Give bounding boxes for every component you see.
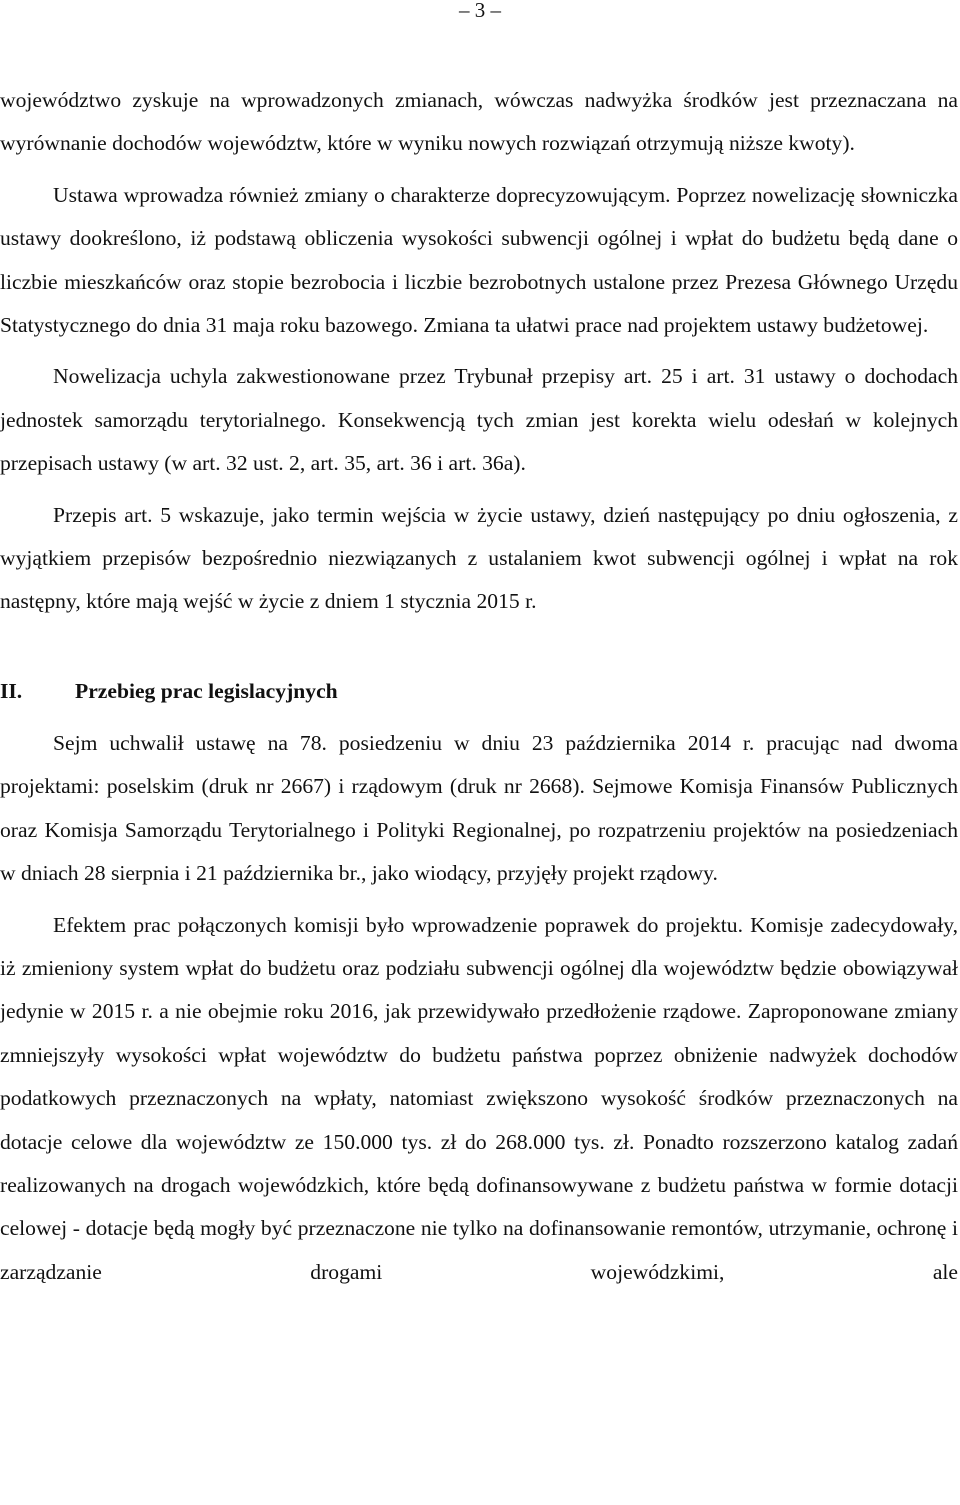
section-number: II. [0, 678, 23, 703]
paragraph-entry-into-force: Przepis art. 5 wskazuje, jako termin wejścia w życie ustawy, dzień następujący po dniu ogłoszenia, z wyjątkiem przepisów bezpośrednio niezwiązanych z ustalaniem kwot subwencji ogólnej i wpłat na rok następny, które mają wejść w życie z dniem 1 stycznia 2015 r. [0, 502, 958, 614]
paragraph-committee-amendments: Efektem prac połączonych komisji było wprowadzenie poprawek do projektu. Komisje zadecydowały, iż zmieniony system wpłat do budżetu oraz podziału subwencji ogólnej dla województw będzie obowiązywał jedynie w 2015 r. a nie obejmie roku 2016, jak przewidywało przedłożenie rządowe. Zaproponowane zmiany zmniejszyły wysokości wpłat województw do budżetu państwa poprzez obniżenie nadwyżek dochodów podatkowych przeznaczonych na wpłaty, natomiast zwiększono wysokość środków przeznaczonych na dotacje celowe dla województw ze 150.000 tys. zł do 268.000 tys. zł. Ponadto rozszerzono katalog zadań realizowanych na drogach wojewódzkich, które będą dofinansowywane z budżetu państwa w formie dotacji celowej - dotacje będą mogły być przeznaczone nie tylko na dofinansowanie remontów, utrzymanie, ochronę i zarządzanie drogami wojewódzkimi, ale [0, 912, 958, 1284]
document-body [0, 79, 958, 1294]
paragraph-continuation: województwo zyskuje na wprowadzonych zmianach, wówczas nadwyżka środków jest przeznaczana na wyrównanie dochodów województw, które w wyniku nowych rozwiązań otrzymują niższe kwoty). [0, 88, 958, 156]
paragraph-clarifying-changes: Ustawa wprowadza również zmiany o charakterze doprecyzowującym. Poprzez nowelizację słowniczka ustawy dookreślono, iż podstawą obliczenia wysokości subwencji ogólnej i wpłat do budżetu będą dane o liczbie mieszkańców oraz stopie bezrobocia i liczbie bezrobotnych ustalone przez Prezesa Głównego Urzędu Statystycznego do dnia 31 maja roku bazowego. Zmiana ta ułatwi prace nad projektem ustawy budżetowej. [0, 182, 958, 338]
section-heading [0, 670, 958, 712]
paragraph-tribunal-repeal: Nowelizacja uchyla zakwestionowane przez Trybunał przepisy art. 25 i art. 31 ustawy o dochodach jednostek samorządu terytorialnego. Konsekwencją tych zmian jest korekta wielu odesłań w kolejnych przepisach ustawy (w art. 32 ust. 2, art. 35, art. 36 i art. 36a). [0, 364, 958, 476]
paragraph-sejm-adoption: Sejm uchwalił ustawę na 78. posiedzeniu w dniu 23 października 2014 r. pracując nad dwoma projektami: poselskim (druk nr 2667) i rządowym (druk nr 2668). Sejmowe Komisja Finansów Publicznych oraz Komisja Samorządu Terytorialnego i Polityki Regionalnej, po rozpatrzeniu projektów na posiedzeniach w dniach 28 sierpnia i 21 października br., jako wiodący, przyjęły projekt rządowy. [0, 730, 958, 886]
section-title: Przebieg prac legislacyjnych [75, 678, 338, 703]
page-number: – 3 – [459, 0, 501, 22]
